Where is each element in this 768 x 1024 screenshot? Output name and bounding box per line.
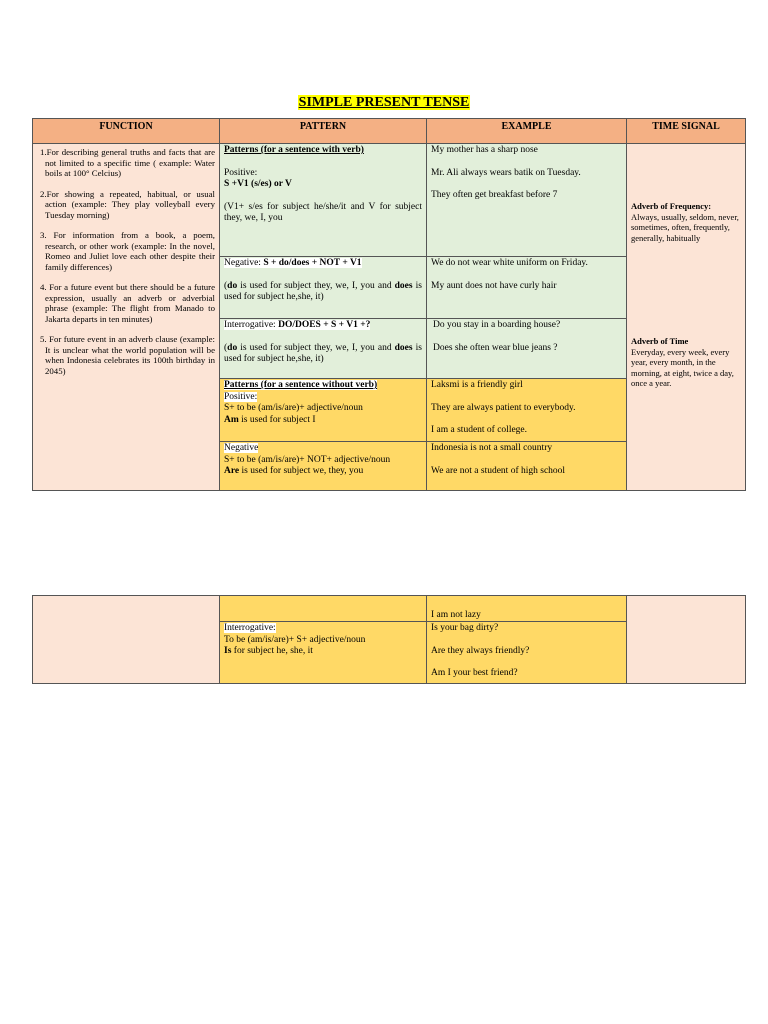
note-text: is used for subject we, they, you <box>239 466 364 476</box>
positive-label: Positive: <box>224 167 258 178</box>
pattern-nonverb-interrogative-cell <box>220 622 427 684</box>
example-sentence: I am a student of college. <box>431 425 528 435</box>
frequency-text: Always, usually, seldom, never, sometimes, often, frequently, generally, habitually <box>631 211 739 243</box>
note-text: is used for subject he,she, it) <box>224 342 422 364</box>
pattern-continued-cell <box>220 596 427 622</box>
nv-interrogative-label: Interrogative: <box>224 623 276 633</box>
function-item: 3. For information from a book, a poem, research, or other work (example: In the novel, Romeo and Juliet love each other despite their family differences) <box>40 230 215 272</box>
header-time-signal: TIME SIGNAL <box>627 119 746 144</box>
function-item: 1.For describing general truths and facts that are not limited to a specific time ( example: Water boils at 100° Celcius) <box>40 147 215 178</box>
example-positive-cell <box>427 144 627 257</box>
nv-negative-formula: S+ to be (am/is/are)+ NOT+ adjective/noun <box>224 454 391 465</box>
example-nonverb-interrogative-cell <box>427 622 627 684</box>
note-bold: do <box>227 342 238 353</box>
nv-positive-formula: S+ to be (am/is/are)+ adjective/noun <box>224 403 363 413</box>
table-row <box>33 144 746 257</box>
nonverb-pattern-heading: Patterns (for a sentence without verb) <box>224 380 378 390</box>
note-bold: do <box>227 280 238 291</box>
nv-positive-label: Positive: <box>224 391 258 402</box>
note-bold: does <box>394 280 413 291</box>
note-text: is used for subject he,she, it) <box>224 280 422 302</box>
example-nonverb-positive-cell <box>427 379 627 442</box>
example-sentence: Mr. Ali always wears batik on Tuesday. <box>431 167 581 178</box>
positive-formula: S +V1 (s/es) or V <box>224 179 292 189</box>
example-nonverb-negative-cont-cell <box>427 596 627 622</box>
note-text: for subject he, she, it <box>231 646 313 656</box>
note-bold: does <box>394 342 413 353</box>
nv-interrogative-formula: To be (am/is/are)+ S+ adjective/noun <box>224 634 366 645</box>
tense-table <box>32 118 746 491</box>
example-nonverb-negative-cell <box>427 442 627 491</box>
header-function: FUNCTION <box>33 119 220 144</box>
note-text: ( <box>224 342 228 353</box>
page-title <box>0 93 768 111</box>
frequency-heading: Adverb of Frequency: <box>631 201 712 211</box>
function-item: 5. For future event in an adverb clause (example: It is unclear what the world population will be when Indonesia celebrates its 100th birthday in 2045) <box>40 334 215 376</box>
example-negative-cell <box>427 257 627 319</box>
example-sentence: Are they always friendly? <box>431 645 530 656</box>
pattern-nonverb-positive-cell <box>220 379 427 442</box>
note-text: ( <box>224 280 228 291</box>
negative-formula: S + do/does + NOT + V1 <box>263 258 362 268</box>
pattern-positive-cell <box>220 144 427 257</box>
nv-negative-label: Negative <box>224 443 259 453</box>
header-row <box>33 119 746 144</box>
example-sentence: They often get breakfast before 7 <box>431 190 558 200</box>
example-sentence: We are not a student of high school <box>431 465 566 476</box>
note-bold: Is <box>224 646 232 656</box>
pattern-nonverb-negative-cell <box>220 442 427 491</box>
interrogative-formula: DO/DOES + S + V1 +? <box>278 320 371 330</box>
example-sentence: Is your bag dirty? <box>431 623 499 633</box>
table-row <box>33 596 746 622</box>
example-sentence: My aunt does not have curly hair <box>431 280 557 291</box>
time-heading: Adverb of Time <box>631 336 689 346</box>
pattern-negative-cell <box>220 257 427 319</box>
note-bold: Are <box>224 466 240 476</box>
example-sentence: Do you stay in a boarding house? <box>433 320 561 330</box>
verb-pattern-heading: Patterns (for a sentence with verb) <box>224 145 364 155</box>
example-sentence: Indonesia is not a small country <box>431 443 553 453</box>
example-sentence: I am not lazy <box>431 609 481 620</box>
tense-table-continued <box>32 595 746 684</box>
negative-label: Negative: <box>224 258 264 268</box>
pattern-interrogative-cell <box>220 319 427 379</box>
note-text: is used for subject I <box>238 414 316 425</box>
time-signal-cell-empty <box>627 596 746 684</box>
positive-note: (V1+ s/es for subject he/she/it and V for subject they, we, I, you <box>224 201 422 223</box>
function-cell <box>33 144 220 491</box>
example-sentence: Laksmi is a friendly girl <box>431 380 523 390</box>
example-sentence: My mother has a sharp nose <box>431 145 538 155</box>
header-example: EXAMPLE <box>427 119 627 144</box>
example-interrogative-cell <box>427 319 627 379</box>
title-text: SIMPLE PRESENT TENSE <box>298 95 470 110</box>
time-text: Everyday, every week, every year, every month, in the morning, at eight, twice a day, once a year. <box>631 346 734 388</box>
note-bold: Am <box>224 414 239 425</box>
time-signal-cell <box>627 144 746 491</box>
function-item: 4. For a future event but there should be a future expression, usually an adverb or adverbial phrase (example: The flight from Manado to Jakarta departs in ten minutes) <box>40 282 215 324</box>
example-sentence: Am I your best friend? <box>431 668 518 678</box>
function-item: 2.For showing a repeated, habitual, or usual action (example: They play volleyball every Tuesday morning) <box>40 188 215 220</box>
note-text: is used for subject they, we, I, you and <box>237 342 395 353</box>
header-pattern: PATTERN <box>220 119 427 144</box>
example-sentence: They are always patient to everybody. <box>431 402 576 413</box>
example-sentence: Does she often wear blue jeans ? <box>433 342 558 353</box>
example-sentence: We do not wear white uniform on Friday. <box>431 258 588 268</box>
function-cell-empty <box>33 596 220 684</box>
interrogative-label: Interrogative: <box>224 320 279 330</box>
note-text: is used for subject they, we, I, you and <box>237 280 395 291</box>
